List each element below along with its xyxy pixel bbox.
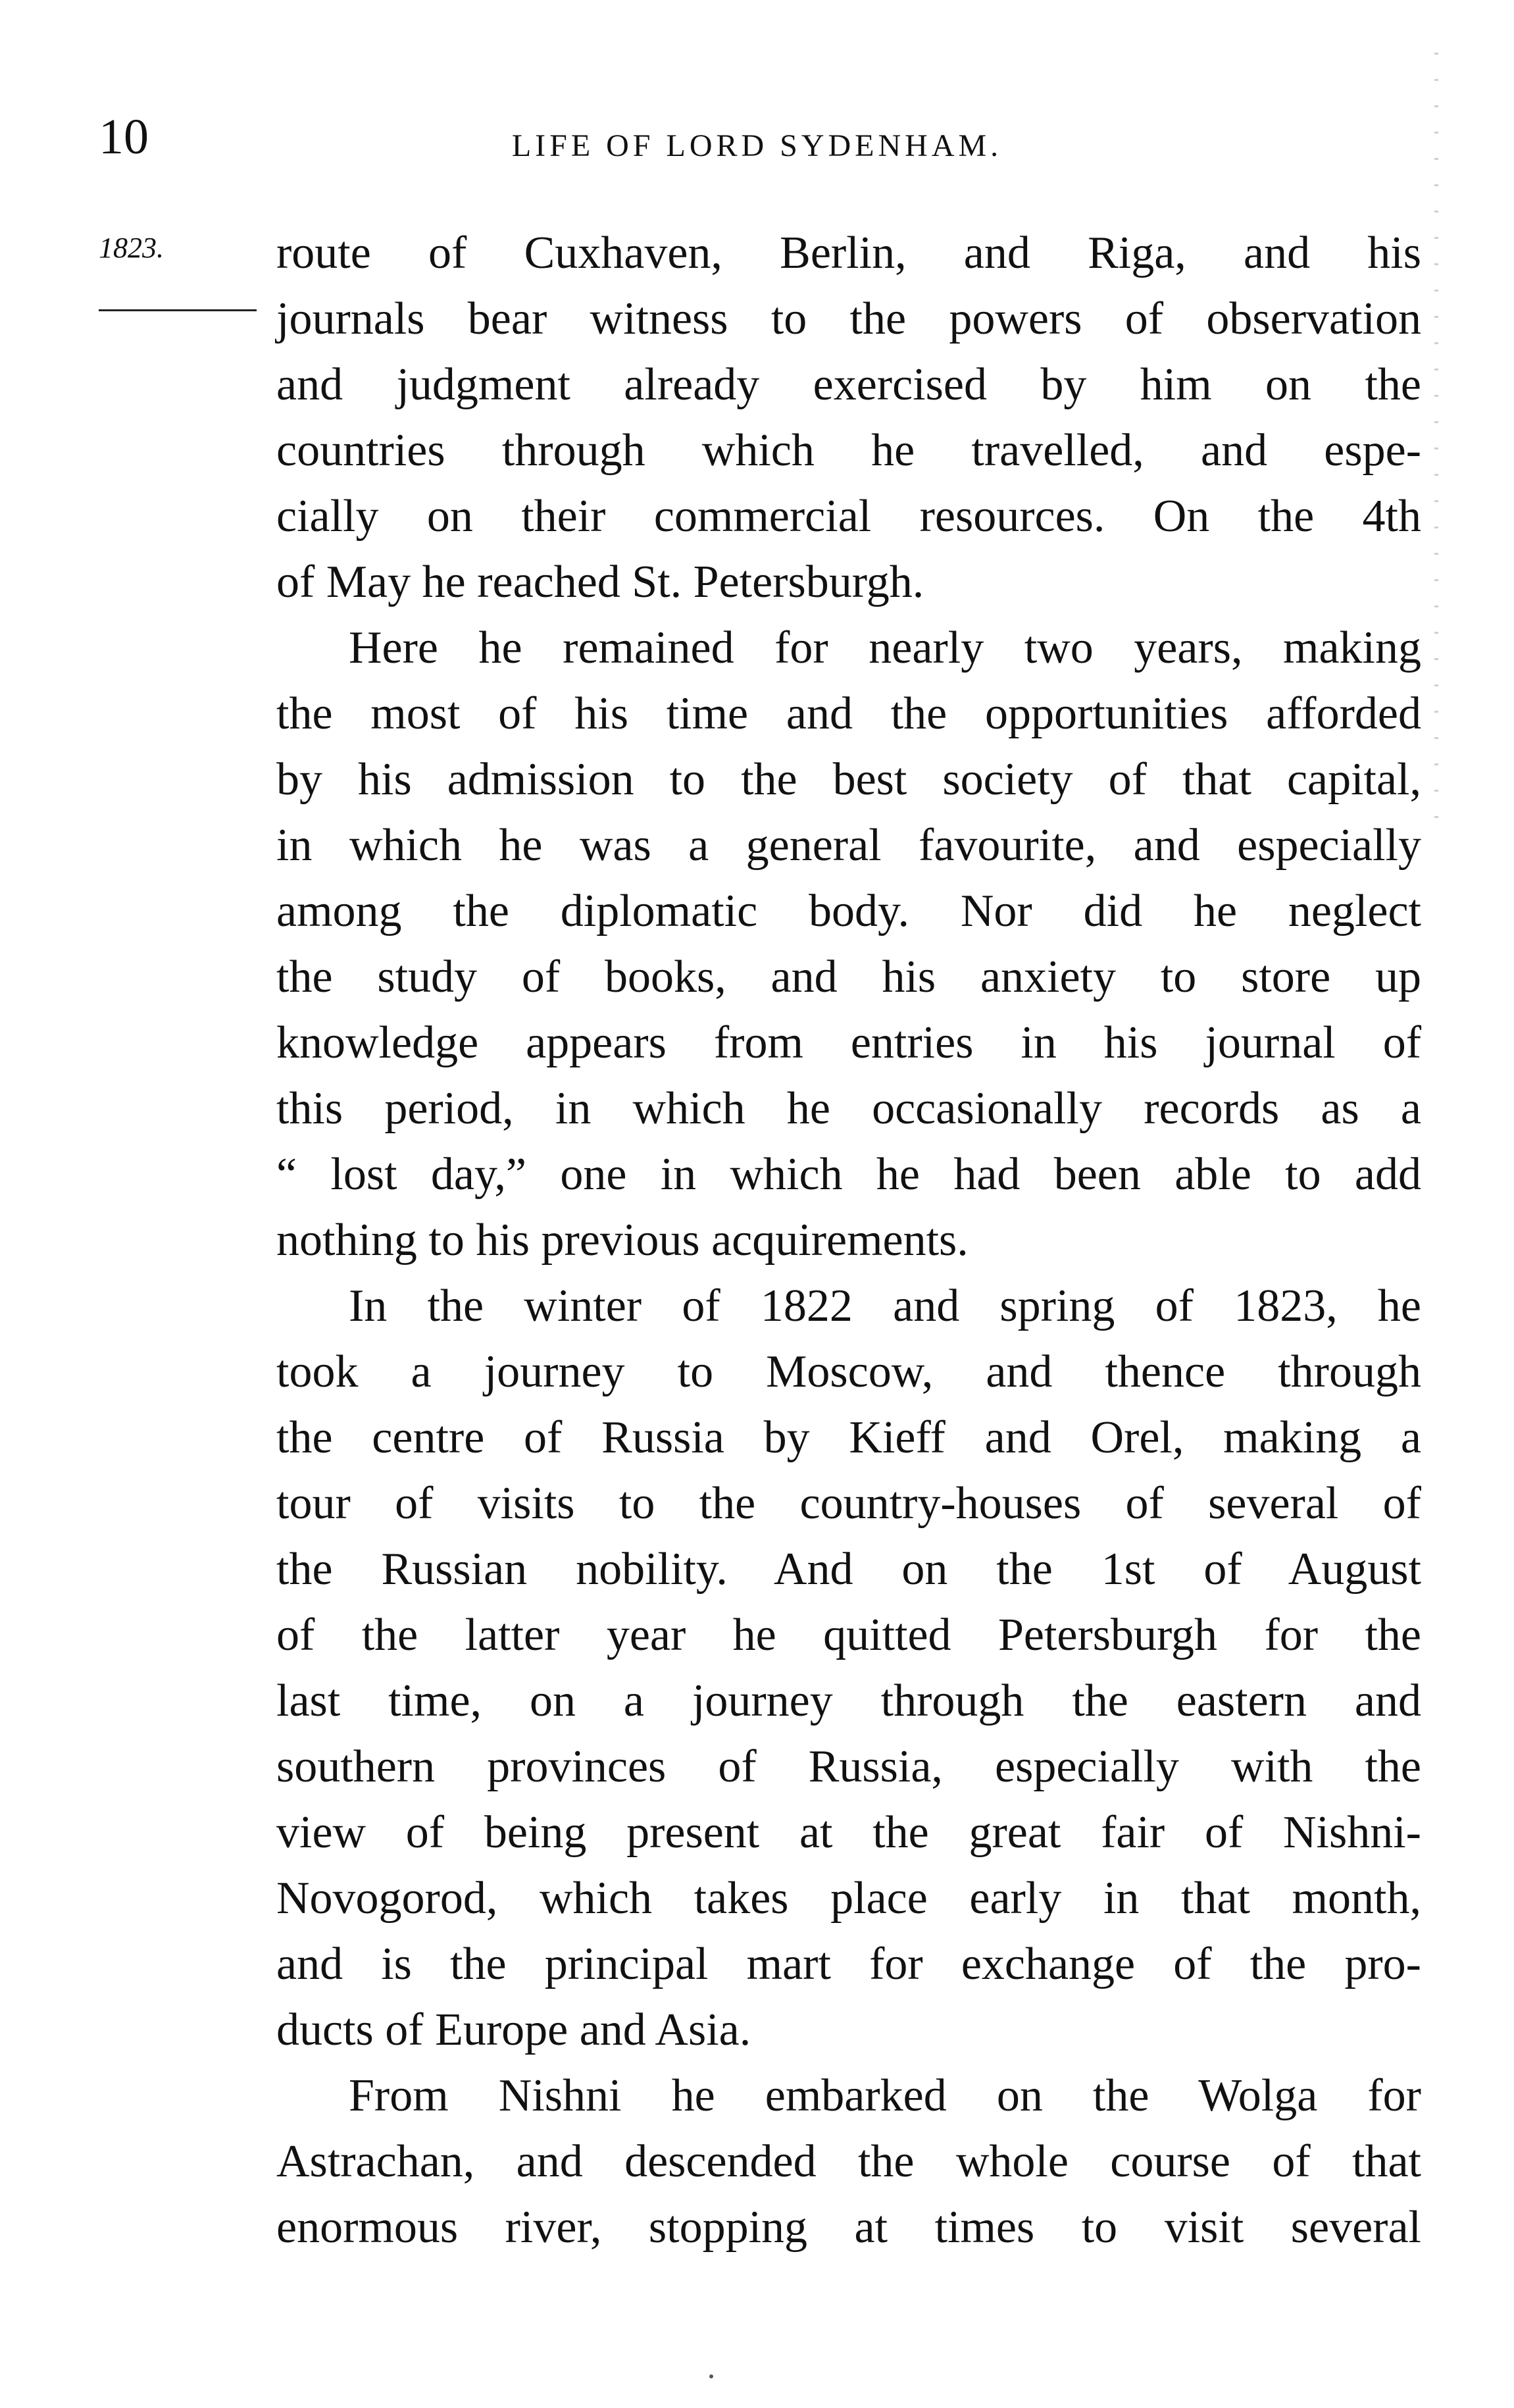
text-line: countries through which he travelled, and espe-: [276, 425, 1421, 476]
paragraph: [276, 1273, 1421, 2063]
body-text: [276, 220, 1421, 2261]
text-line: nothing to his previous acquirements.: [276, 1215, 969, 1266]
text-line: the Russian nobility. And on the 1st of August: [276, 1544, 1421, 1595]
text-line: Astrachan, and descended the whole course of that: [276, 2136, 1421, 2187]
text-line: Here he remained for nearly two years, making: [349, 623, 1421, 673]
text-line: took a journey to Moscow, and thence through: [276, 1346, 1421, 1397]
text-line: enormous river, stopping at times to visit several: [276, 2202, 1421, 2253]
margin-year-note: 1823.: [99, 232, 164, 264]
text-line: view of being present at the great fair of Nishni-: [276, 1807, 1421, 1858]
text-line: ducts of Europe and Asia.: [276, 2005, 751, 2055]
text-line: journals bear witness to the powers of observation: [276, 294, 1421, 344]
page-number: 10: [99, 109, 149, 165]
text-line: the study of books, and his anxiety to store up: [276, 952, 1421, 1002]
text-line: by his admission to the best society of that capital,: [276, 754, 1421, 805]
text-line: the most of his time and the opportunities afforded: [276, 688, 1421, 739]
text-line: of May he reached St. Petersburgh.: [276, 557, 924, 607]
paragraph: [276, 220, 1421, 615]
text-line: Novogorod, which takes place early in that month,: [276, 1873, 1421, 1924]
scan-edge-specks: [1434, 53, 1438, 842]
text-line: In the winter of 1822 and spring of 1823, he: [349, 1281, 1421, 1331]
text-line: “ lost day,” one in which he had been able to add: [276, 1149, 1421, 1200]
text-line: in which he was a general favourite, and especially: [276, 820, 1421, 871]
text-line: the centre of Russia by Kieff and Orel, making a: [276, 1412, 1421, 1463]
text-line: of the latter year he quitted Petersburgh for the: [276, 1610, 1421, 1660]
margin-rule: [99, 309, 257, 311]
paragraph: [276, 615, 1421, 1273]
paragraph: [276, 2063, 1421, 2261]
text-line: knowledge appears from entries in his journal of: [276, 1017, 1421, 1068]
text-line: From Nishni he embarked on the Wolga for: [349, 2070, 1421, 2121]
text-line: and is the principal mart for exchange of the pro-: [276, 1939, 1421, 1989]
text-line: last time, on a journey through the eastern and: [276, 1676, 1421, 1726]
scan-speck: [709, 2374, 713, 2378]
text-line: route of Cuxhaven, Berlin, and Riga, and his: [276, 228, 1421, 278]
text-line: this period, in which he occasionally records as a: [276, 1083, 1421, 1134]
text-line: among the diplomatic body. Nor did he neglect: [276, 886, 1421, 936]
text-line: cially on their commercial resources. On the 4th: [276, 491, 1421, 542]
running-head: LIFE OF LORD SYDENHAM.: [511, 128, 1003, 163]
text-line: southern provinces of Russia, especially with the: [276, 1741, 1421, 1792]
text-line: and judgment already exercised by him on the: [276, 359, 1421, 410]
text-line: tour of visits to the country-houses of several of: [276, 1478, 1421, 1529]
